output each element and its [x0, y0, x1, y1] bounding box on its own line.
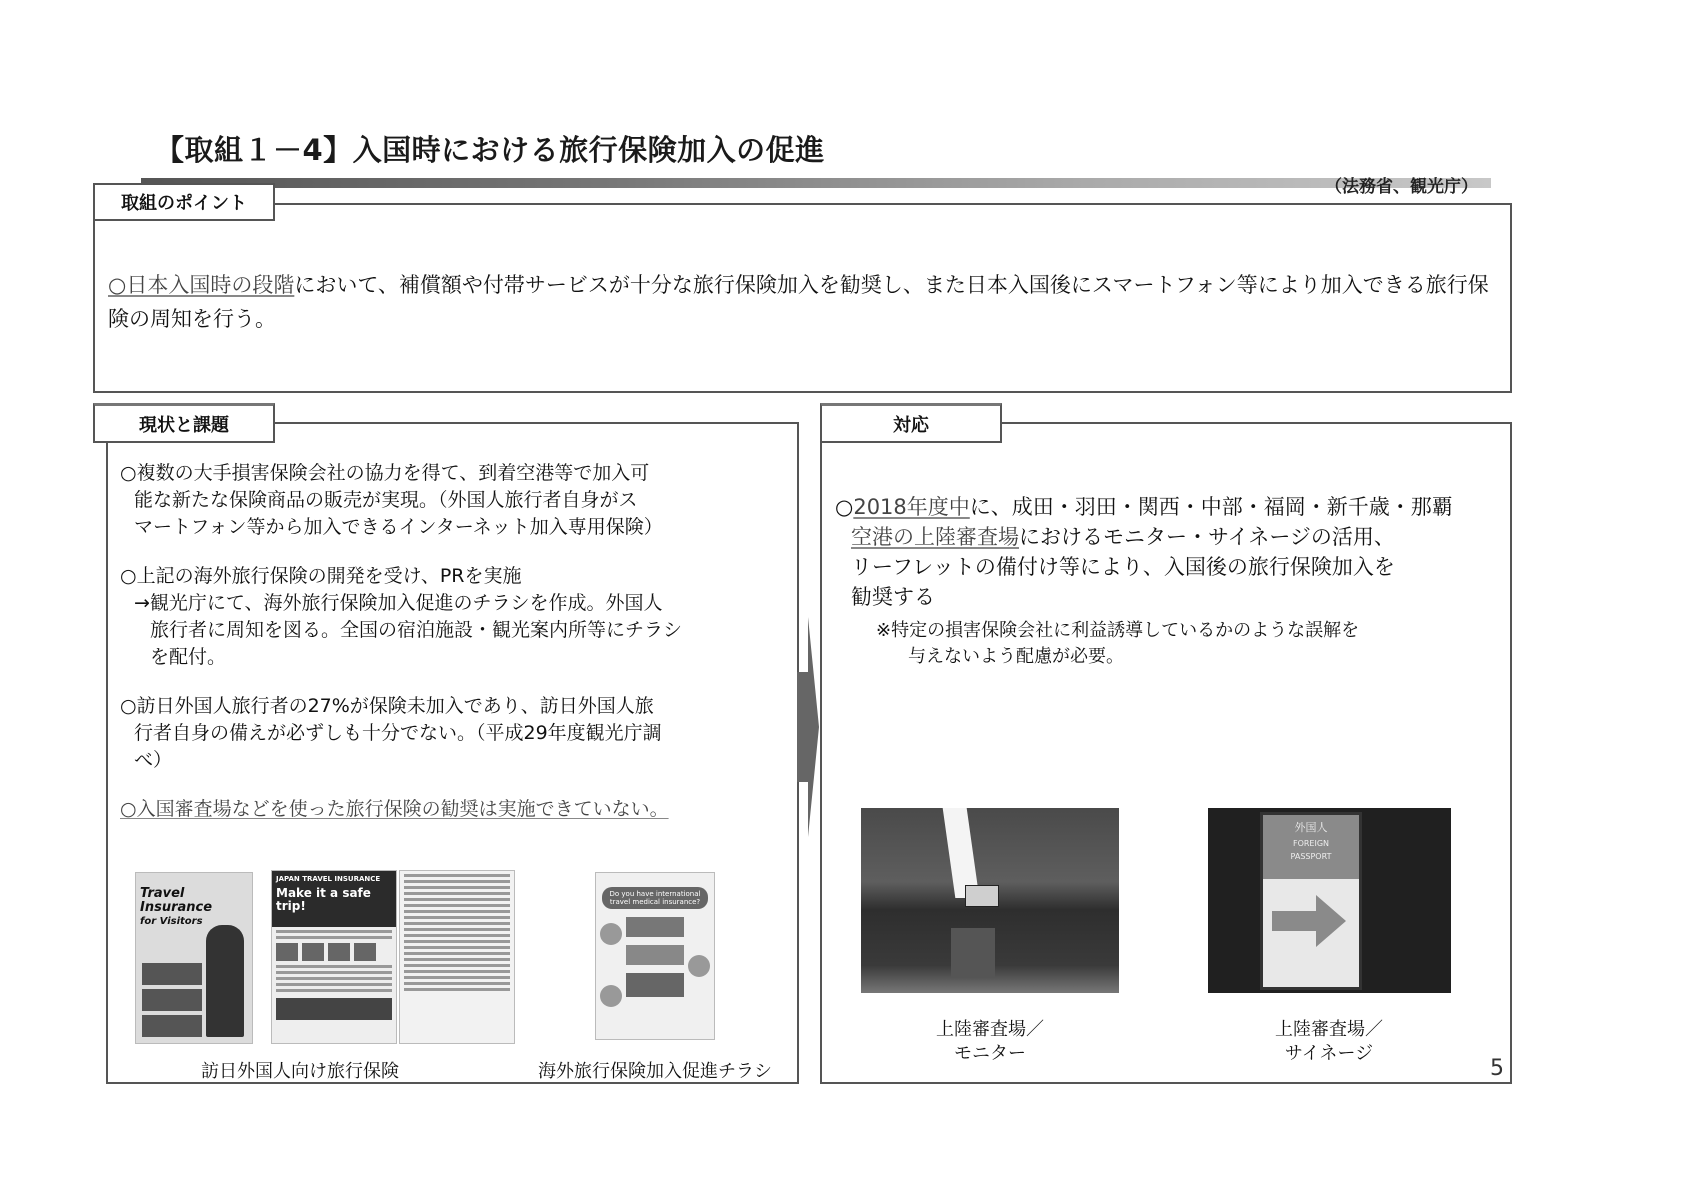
status-item-issue: ○入国審査場などを使った旅行保険の勧奨は実施できていない。: [120, 798, 669, 820]
response-note: ※特定の損害保険会社に利益誘導しているかのような誤解を 与えないよう配慮が必要。: [876, 620, 1360, 667]
ministries-label: （法務省、観光庁）: [1325, 177, 1478, 197]
flyer-medical-insurance-image: Do you have international travel medical insurance?: [595, 872, 715, 1040]
status-item: ○上記の海外旅行保険の開発を受け、PRを実施 →観光庁にて、海外旅行保険加入促進のチラシを作成。外国人 旅行者に周知を図る。全国の宿泊施設・観光案内所等にチラシ を配付。: [120, 565, 683, 668]
photo-immigration-monitor: [861, 808, 1119, 993]
flyer-text-page-image: [399, 870, 515, 1044]
flyer-caption-visitor-insurance: 訪日外国人向け旅行保険: [201, 1061, 399, 1082]
current-status-tab: [93, 403, 275, 443]
flyer-safe-trip-image: JAPAN TRAVEL INSURANCE Make it a safe trip!: [271, 870, 397, 1044]
page-title: 【取組１－4】入国時における旅行保険加入の促進: [155, 133, 825, 167]
point-tab-label: 取組のポイント: [121, 193, 247, 214]
status-item: ○複数の大手損害保険会社の協力を得て、到着空港等で加入可 能な新たな保険商品の販売が実現。（外国人旅行者自身がス マートフォン等から加入できるインターネット加入専用保険）: [120, 462, 663, 538]
point-tab: [93, 183, 275, 221]
point-text: [108, 268, 1498, 336]
status-item: ○訪日外国人旅行者の27%が保険未加入であり、訪日外国人旅 行者自身の備えが必ずしも十分でない。（平成29年度観光庁調 べ）: [120, 695, 662, 771]
point-text-body: において、補償額や付帯サービスが十分な旅行保険加入を勧奨し、また日本入国後にスマートフォン等により加入できる旅行保険の周知を行う。: [108, 273, 1489, 331]
photo-caption-monitor: 上陸審査場／ モニター: [936, 1019, 1044, 1064]
response-main-text: ○2018年度中に、成田・羽田・関西・中部・福岡・新千歳・那覇 空港の上陸審査場におけるモニター・サイネージの活用、 リーフレットの備付け等により、入国後の旅行保険加入を 勧奨する: [835, 495, 1453, 609]
response-tab-label: 対応: [893, 414, 929, 436]
photo-immigration-signage: 外国人 FOREIGN PASSPORT: [1208, 808, 1451, 993]
response-tab: [820, 403, 1002, 443]
flyer-caption-promotion: 海外旅行保険加入促進チラシ: [538, 1061, 772, 1082]
current-status-tab-label: 現状と課題: [139, 414, 229, 436]
photo-caption-signage: 上陸審査場／ サイネージ: [1275, 1019, 1383, 1064]
point-text-highlight: ○日本入国時の段階: [108, 273, 295, 297]
page-number: 5: [1490, 1056, 1504, 1081]
current-status-items: [120, 460, 790, 823]
sign-arrow-icon: [1266, 891, 1356, 951]
flyer-travel-insurance-image: Travel Insurance for Visitors: [135, 872, 253, 1044]
title-gradient-bar: [141, 178, 1491, 188]
